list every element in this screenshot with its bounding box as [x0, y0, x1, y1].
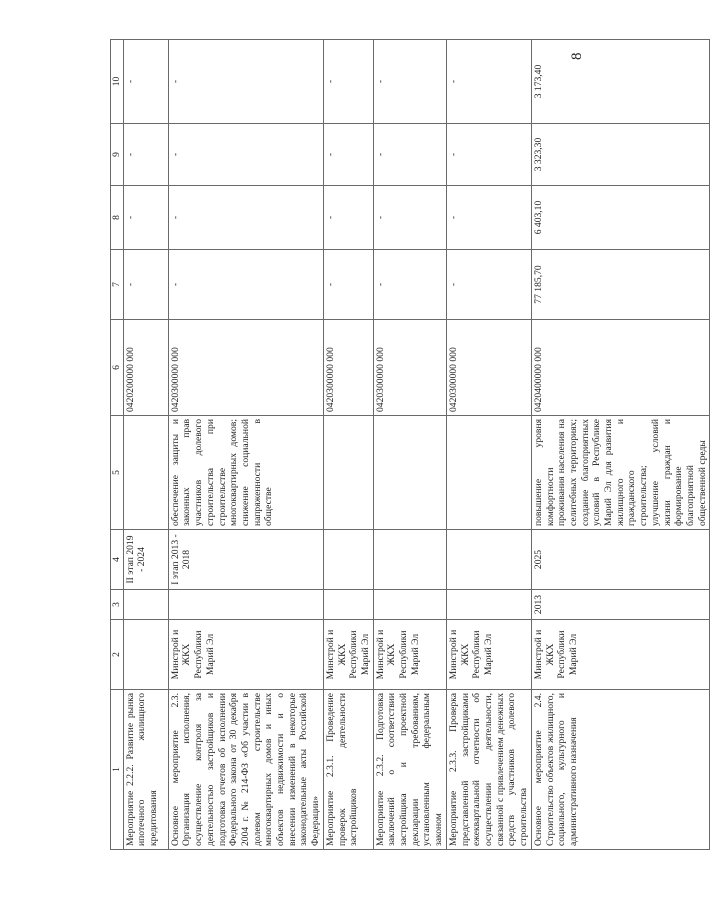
- header-cell: 1: [111, 690, 124, 850]
- budget-code: 0420300000 000: [323, 320, 373, 416]
- value-col-9: -: [373, 124, 446, 186]
- value-col-10: -: [168, 40, 323, 124]
- executor: Минстрой и ЖКХ Республики Марий Эл: [168, 620, 323, 690]
- value-col-7: -: [373, 250, 446, 320]
- value-col-7: -: [123, 250, 168, 320]
- activity-name: Мероприятие 2.3.3. Проверка представленной застройщиками ежеквартальной отчетности об осуществлении деятельности, связанной с привлечением денежных средств участников долевого строительства: [446, 690, 531, 850]
- table-row: [123, 40, 168, 850]
- value-col-10: -: [123, 40, 168, 124]
- value-col-8: -: [373, 186, 446, 250]
- start-year: 2013: [531, 590, 710, 620]
- rotated-table-page: [110, 40, 708, 850]
- value-col-10: -: [446, 40, 531, 124]
- start-year: [168, 590, 323, 620]
- value-col-10: -: [323, 40, 373, 124]
- budget-code: 0420300000 000: [168, 320, 323, 416]
- header-cell: 6: [111, 320, 124, 416]
- end-period: 2025: [531, 530, 710, 590]
- value-col-8: -: [123, 186, 168, 250]
- executor: Минстрой и ЖКХ Республики Марий Эл: [323, 620, 373, 690]
- executor: Минстрой и ЖКХ Республики Марий Эл: [531, 620, 710, 690]
- start-year: [373, 590, 446, 620]
- expected-result: [323, 416, 373, 530]
- table-row: [446, 40, 531, 850]
- budget-code: 0420300000 000: [446, 320, 531, 416]
- header-cell: 5: [111, 416, 124, 530]
- end-period: [446, 530, 531, 590]
- executor: Минстрой и ЖКХ Республики Марий Эл: [446, 620, 531, 690]
- value-col-10: -: [373, 40, 446, 124]
- expected-result: [446, 416, 531, 530]
- expected-result: [373, 416, 446, 530]
- value-col-9: -: [123, 124, 168, 186]
- expected-result: [123, 416, 168, 530]
- end-period: II этап 2019 - 2024: [123, 530, 168, 590]
- value-col-9: -: [323, 124, 373, 186]
- value-col-8: -: [168, 186, 323, 250]
- executor: [123, 620, 168, 690]
- value-col-7: -: [168, 250, 323, 320]
- header-cell: 4: [111, 530, 124, 590]
- start-year: [446, 590, 531, 620]
- table-row: [531, 40, 710, 850]
- expected-result: обеспечение защиты и законных прав участников долевого строительства при строительстве многоквартирных домов; снижение социальной напряженности в обществе: [168, 416, 323, 530]
- activity-name: Мероприятие 2.3.2. Подготовка заключений о соответствии застройщика и проектной декларации требованиям, установленным федеральным законом: [373, 690, 446, 850]
- header-cell: 7: [111, 250, 124, 320]
- end-period: I этап 2013 - 2018: [168, 530, 323, 590]
- header-cell: 8: [111, 186, 124, 250]
- value-col-9: -: [446, 124, 531, 186]
- program-activities-table: [110, 39, 710, 850]
- value-col-9: -: [168, 124, 323, 186]
- value-col-10: 3 173,40: [531, 40, 710, 124]
- table-header-row: [111, 40, 124, 850]
- header-cell: 2: [111, 620, 124, 690]
- table-row: [323, 40, 373, 850]
- value-col-8: -: [446, 186, 531, 250]
- table-row: [168, 40, 323, 850]
- expected-result: повышение уровня комфортности проживания населения на селитебных территориях; создание благоприятных условий в Республике Марий Эл для развития жилищного и гражданского строительства; улучшение условий жизни граждан и формирование благоприятной общественной среды: [531, 416, 710, 530]
- header-cell: 10: [111, 40, 124, 124]
- table-row: [373, 40, 446, 850]
- budget-code: 0420200000 000: [123, 320, 168, 416]
- budget-code: 0420400000 000: [531, 320, 710, 416]
- activity-name: Мероприятие 2.3.1. Проведение проверок деятельности застройщиков: [323, 690, 373, 850]
- executor: Минстрой и ЖКХ Республики Марий Эл: [373, 620, 446, 690]
- end-period: [373, 530, 446, 590]
- budget-code: 0420300000 000: [373, 320, 446, 416]
- value-col-8: -: [323, 186, 373, 250]
- value-col-7: -: [323, 250, 373, 320]
- activity-name: Основное мероприятие 2.4. Строительство объектов жилищного, социального, культурного и административного назначения: [531, 690, 710, 850]
- header-cell: 9: [111, 124, 124, 186]
- value-col-7: -: [446, 250, 531, 320]
- activity-name: Мероприятие 2.2.2. Развитие рынка ипотечного жилищного кредитования: [123, 690, 168, 850]
- page-number: 8: [569, 52, 585, 60]
- value-col-7: 77 185,70: [531, 250, 710, 320]
- activity-name: Основное мероприятие 2.3. Организация исполнения, осуществление контроля за деятельностью застройщиков и подготовка отчетов об исполнении Федерального закона от 30 декабря 2004 г. № 214-ФЗ «Об участии в долевом строительстве многоквартирных домов и иных объектов недвижимости и о внесении изменений в некоторые законодательные акты Российской Федерации»: [168, 690, 323, 850]
- value-col-8: 6 403,10: [531, 186, 710, 250]
- header-cell: 3: [111, 590, 124, 620]
- value-col-9: 3 323,30: [531, 124, 710, 186]
- start-year: [323, 590, 373, 620]
- end-period: [323, 530, 373, 590]
- start-year: [123, 590, 168, 620]
